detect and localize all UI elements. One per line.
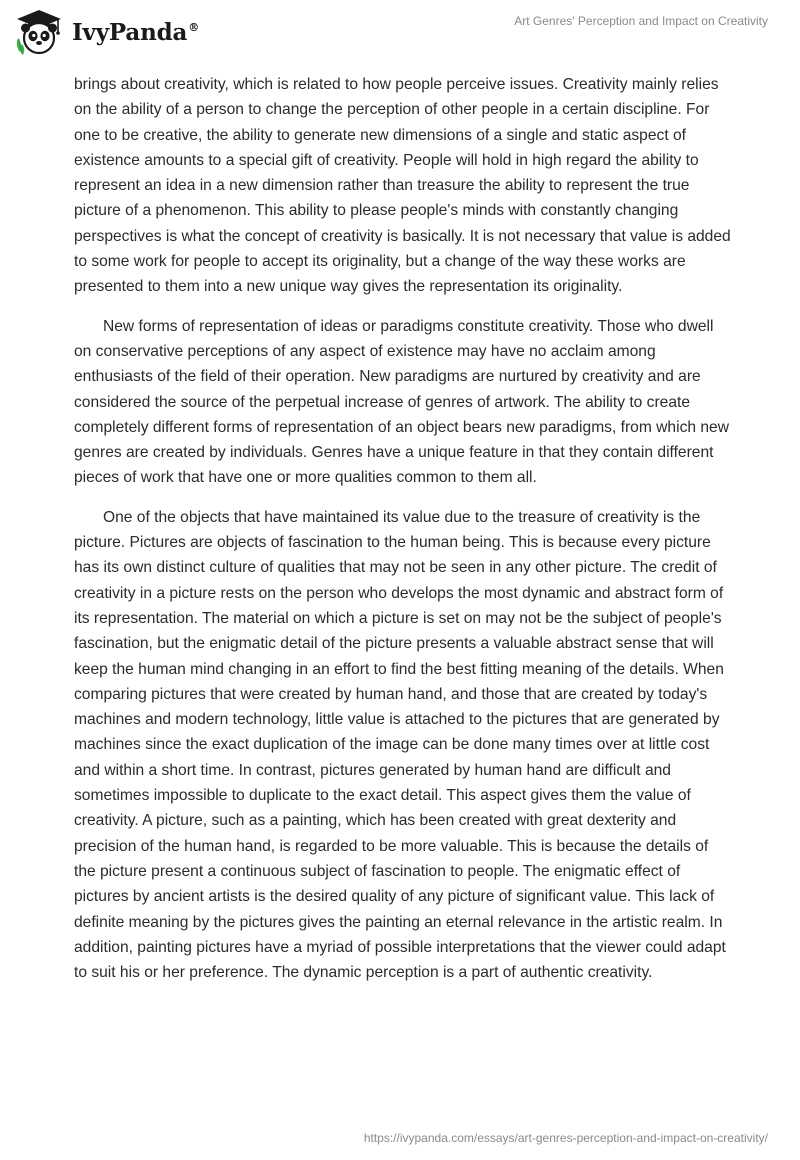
registered-mark: ® xyxy=(188,20,199,34)
document-title: Art Genres' Perception and Impact on Creativity xyxy=(514,14,768,28)
source-url[interactable]: https://ivypanda.com/essays/art-genres-perception-and-impact-on-creativity/ xyxy=(363,1131,768,1145)
page-header xyxy=(0,0,800,70)
logo-name: IvyPanda xyxy=(72,18,188,46)
ivypanda-logo[interactable] xyxy=(14,8,199,56)
paragraph-3: One of the objects that have maintained its value due to the treasure of creativity is the picture. Pictures are objects of fascination to the human being. This is because every picture has its own distinct culture of qualities that may not be seen in any other picture. The credit of creativity in a picture rests on the person who develops the most dynamic and abstract form of its representation. The material on which a picture is set on may not be the subject of people's fascination, but the enigmatic detail of the picture presents a valuable abstract sense that will keep the human mind changing in an effort to find the best fitting meaning of the details. When comparing pictures that were created by human hand, and those that are created by today's machines and modern technology, little value is attached to the pictures that are generated by machines since the exact duplication of the image can be done many times over at little cost and within a short time. In contrast, pictures generated by human hand are difficult and sometimes impossible to duplicate to the exact detail. This aspect gives them the value of creativity. A picture, such as a painting, which has been created with great dexterity and precision of the human hand, is regarded to be more valuable. This is because the details of the picture present a continuous subject of fascination to people. The enigmatic effect of pictures by ancient artists is the desired quality of any picture of significant value. This lack of definite meaning by the pictures gives the painting an eternal relevance in the artistic realm. In addition, painting pictures have a myriad of possible interpretations that the viewer could adapt to suit his or her preference. The dynamic perception is a part of authentic creativity. xyxy=(74,508,726,982)
panda-graduate-icon xyxy=(14,8,64,56)
essay-body xyxy=(74,72,734,999)
logo-wordmark xyxy=(72,19,199,46)
paragraph-1: brings about creativity, which is related to how people perceive issues. Creativity mainly relies on the ability of a person to change the perception of other people in a certain discipline. For one to be creative, the ability to generate new dimensions of a single and static aspect of existence amounts to a special gift of creativity. People will hold in high regard the ability to represent an idea in a new dimension rather than treasure the ability to represent the true picture of a phenomenon. This ability to please people's minds with constantly changing perspectives is what the concept of creativity is basically. It is not necessary that value is added to some work for people to accept its originality, but a change of the way these works are presented to them into a new unique way gives the representation its originality. xyxy=(74,76,731,296)
paragraph-2: New forms of representation of ideas or paradigms constitute creativity. Those who dwell on conservative perceptions of any aspect of existence may have no acclaim among enthusiasts of the field of their operation. New paradigms are nurtured by creativity and are considered the source of the perpetual increase of genres of artwork. The ability to create completely different forms of representation of an object bears new paradigms, from which new genres are created by individuals. Genres have a unique feature in that they contain different pieces of work that have one or more qualities common to them all. xyxy=(74,317,729,487)
